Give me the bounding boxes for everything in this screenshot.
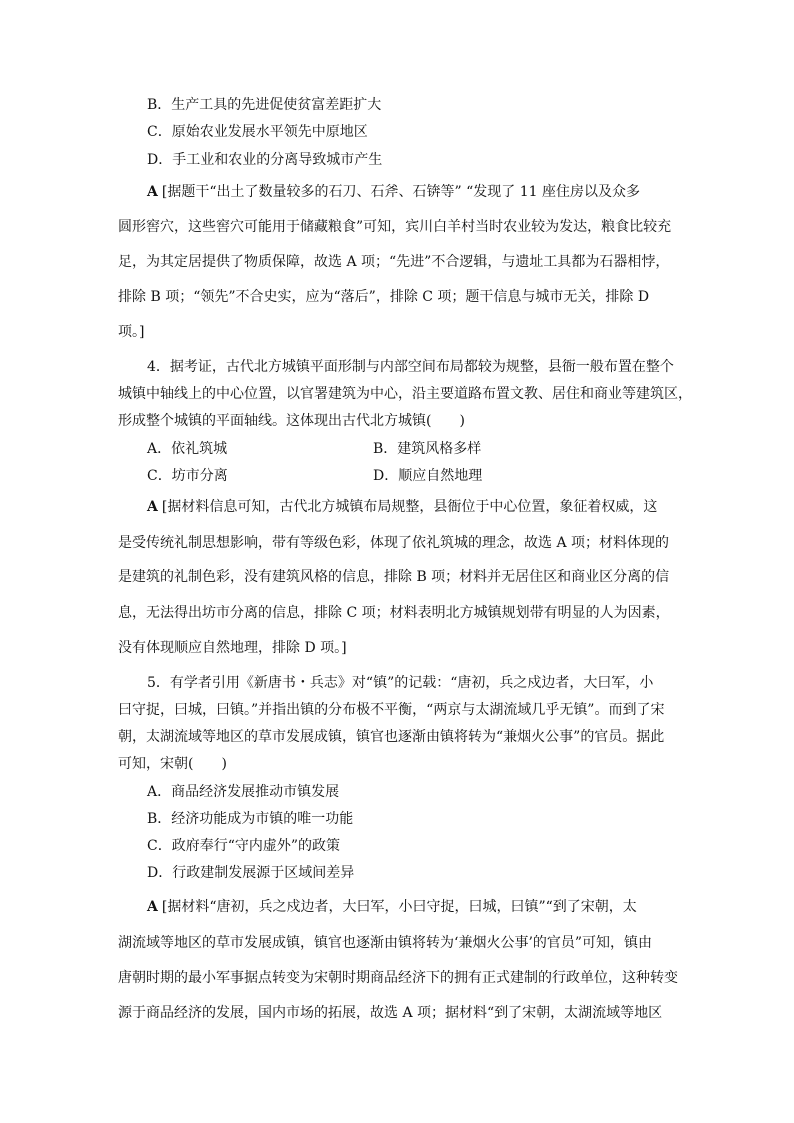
q3-option-c: C．原始农业发展水平领先中原地区 — [147, 124, 368, 140]
q5-explanation-line-4: 源于商品经济的发展，国内市场的拓展，故选 A 项；据材料“到了宋朝，太湖流域等地区 — [118, 1005, 663, 1021]
q5-stem-line-1: 5．有学者引用《新唐书・兵志》对“镇”的记载：“唐初，兵之戍边者，大曰军，小 — [147, 675, 654, 691]
q3-explanation-line-4: 排除 B 项；“领先”不合史实，应为“落后”，排除 C 项；题干信息与城市无关，排除 D — [118, 289, 650, 305]
q4-explanation-line-2: 是受传统礼制思想影响，带有等级色彩，体现了依礼筑城的理念，故选 A 项；材料体现的 — [118, 535, 670, 551]
q4-explanation-line-4: 息，无法得出坊市分离的信息，排除 C 项；材料表明北方城镇规划带有明显的人为因素， — [118, 605, 670, 621]
q3-answer-letter: A — [147, 184, 158, 200]
q3-explanation-text-1: [据题干“出土了数量较多的石刀、石斧、石锛等” “发现了 11 座住房以及众多 — [161, 184, 640, 200]
q4-explanation-line-5: 没有体现顺应自然地理，排除 D 项。] — [118, 640, 347, 656]
q5-explanation-line-3: 唐朝时期的最小军事据点转变为宋朝时期商品经济下的拥有正式建制的行政单位，这种转变 — [118, 970, 678, 986]
q3-explanation-line-5: 项。] — [118, 324, 145, 340]
q4-option-a: A．依礼筑城 — [147, 441, 228, 457]
q3-explanation-line-3: 足，为其定居提供了物质保障，故选 A 项；“先进”不合逻辑，与遗址工具都为石器相悖， — [118, 254, 670, 270]
q5-stem-line-4: 可知，宋朝( ) — [118, 756, 227, 772]
q5-option-a: A．商品经济发展推动市镇发展 — [147, 784, 340, 800]
q4-option-b: B．建筑风格多样 — [373, 441, 482, 457]
q5-stem-line-2: 曰守捉，曰城，曰镇。”并指出镇的分布极不平衡，“两京与太湖流域几乎无镇”。而到了宋 — [118, 702, 665, 718]
q5-option-d: D．行政建制发展源于区域间差异 — [147, 865, 355, 881]
q5-answer-letter: A — [147, 899, 158, 915]
q4-option-d: D．顺应自然地理 — [373, 468, 483, 484]
q4-explanation-line-1 — [147, 497, 657, 517]
q4-explanation-line-3: 是建筑的礼制色彩，没有建筑风格的信息，排除 B 项；材料并无居住区和商业区分离的信 — [118, 569, 670, 585]
q5-stem-line-3: 朝，太湖流域等地区的草市发展成镇，镇官也逐渐由镇将转为“兼烟火公事”的官员。据此 — [118, 729, 665, 745]
q4-stem-line-3: 形成整个城镇的平面轴线。这体现出古代北方城镇( ) — [118, 413, 465, 429]
q3-explanation-line-2: 圆形窖穴，这些窖穴可能用于储藏粮食”可知，宾川白羊村当时农业较为发达，粮食比较充 — [118, 219, 672, 235]
q4-stem-line-2: 城镇中轴线上的中心位置，以官署建筑为中心，沿主要道路布置文教、居住和商业等建筑区， — [118, 386, 692, 402]
q3-option-d: D．手工业和农业的分离导致城市产生 — [147, 152, 383, 168]
q5-option-c: C．政府奉行“守内虚外”的政策 — [147, 838, 341, 854]
q3-explanation-line-1 — [147, 182, 640, 202]
q4-stem-line-1: 4．据考证，古代北方城镇平面形制与内部空间布局都较为规整，县衙一般布置在整个 — [147, 359, 674, 375]
q5-explanation-text-1: [据材料“唐初，兵之戍边者，大曰军，小曰守捉，曰城，曰镇”“到了宋朝，太 — [161, 899, 637, 915]
q5-option-b: B．经济功能成为市镇的唯一功能 — [147, 811, 354, 827]
q4-option-c: C．坊市分离 — [147, 468, 228, 484]
q5-explanation-line-2: 湖流域等地区的草市发展成镇，镇官也逐渐由镇将转为‘兼烟火公事’的官员”可知，镇由 — [118, 935, 653, 951]
q4-answer-letter: A — [147, 499, 158, 515]
q4-explanation-text-1: [据材料信息可知，古代北方城镇布局规整，县衙位于中心位置，象征着权威，这 — [161, 499, 658, 515]
q5-explanation-line-1 — [147, 897, 637, 917]
q3-option-b: B．生产工具的先进促使贫富差距扩大 — [147, 97, 382, 113]
